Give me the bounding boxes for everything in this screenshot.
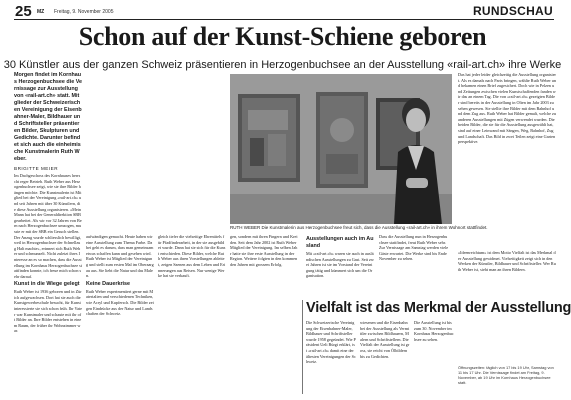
sidebar-column bbox=[458, 250, 556, 360]
second-story-column-3 bbox=[414, 320, 454, 394]
article-column-2 bbox=[86, 234, 154, 394]
column-text: Das hat jeder leider gleichzeitig die Ausstellung organisiert. Als es damals nach Paris bringen, wählte Ruth Weber und bekamen einen Brief zugesichert. Doch wie in Pelzen und Zeitungen zwischen vielen Kunstschaffenden fanden wir das an einem Tag. Die von «rail-art.ch» gezeigten Bilder sind bereits in der Ausstellung in Olten im Jahr 2003 zu sehen gewesen. Sie stellte ihre Bilder mit dem Bahnhof und dem Zug aus. Ruth Weber hat Bilder gemalt, welche zu anderen Ausstellungen mit Zügen verwendet wurden. Die beiden Bilder, die sie für die Ausstellung ausgewählt hat, sind auf einer Leinwand mit Sängen, Weg, Bahnhof, Zug und Landschaft. Das Bild in zwei Teilen zeigt eine Gartenperspektive. bbox=[458, 72, 556, 145]
second-story-column-1 bbox=[306, 320, 356, 394]
column-text: aufwändigen gemacht. Heute haben wir eine Ausstellung zum Thema Farbe. Dabei geht es darum, dass man gemeinsam etwas schaffen kann und gesehen wird. Ruth Weber ist Mitglied der Vereinigung und stellt zum ersten Mal im Oberaargau aus. Sie liebt die Natur und das Malen. bbox=[86, 234, 154, 279]
column-text: Ruth Weber experimentiert gerne mit Materialien und verschiedenen Techniken, wie Acryl und Kupfersch. Die Bilder zeigen Eindrücke aus der Natur und Landschaften der Schweiz. bbox=[86, 288, 154, 317]
second-story-title: Vielfalt ist das Merkmal der Ausstellung bbox=[306, 300, 571, 316]
column-text: Die Ausstellung ist bis zum 30. November im Kornhaus Herzogenbuchsee zu sehen. bbox=[414, 320, 454, 342]
subheading: Kunst in die Wiege gelegt bbox=[14, 281, 80, 288]
page-number: 25 bbox=[15, 3, 32, 20]
column-divider bbox=[302, 300, 303, 394]
column-text: Im Dachgeschoss des Kornhauses herrscht reger Betrieb. Ruth Weber aus Herzogenbuchsee zeigt, wie sie ihre Bilder hängen möchte. Die Kunstmalerin ist Mitglied bei der Vereinigung «rail-art.ch» und seit Jahren mit über 30 Künstlern, die diese Ausstellung organisieren. «Mein Mann hat bei der Generaldirektion SBB gearbeitet. Als wir vor 32 Jahren von Bern nach Herzogenbuchsee umzogen, musste er mit der SBB ein Gesuch stellen. Der Anzug wurde schliesslich bewilligt, weil in Herzogenbuchsee der Schnellzug Halt machte», erinnert sich Ruth Weber und schmunzelt. Nicht zuletzt ihres Interesse an es so machen, dass die Ausstellung im Kornhaus Herzogenbuchsee stattfinden konnte, ich freue mich schon sehr darauf. bbox=[14, 173, 82, 279]
subheading: Keine Dauerkrise bbox=[86, 280, 131, 287]
byline: BRIGITTE MEIER bbox=[14, 166, 59, 171]
article-column-7 bbox=[458, 72, 556, 246]
opening-hours-note: Öffnungszeiten: täglich von 17 bis 19 Uhr, Samstag von 11 bis 17 Uhr. Die Vernissage findet am Freitag, 9. November, ab 19 Uhr im Kornhaus Herzogenbuchsee statt. bbox=[458, 365, 554, 385]
article-column-4 bbox=[230, 234, 298, 394]
article-column-3 bbox=[158, 234, 226, 394]
photo-ruth-weber bbox=[230, 74, 452, 224]
article-column-1 bbox=[14, 72, 82, 392]
column-text: wiesenen und die Eisenbahn bei der Ausstellung als Vermittler zwischen Bildhauern, Malern und Schriftstellern. Die Vielfalt der Ausstellung ist gross, sie reicht von Ölbildern bis zu Gedichten. bbox=[360, 320, 410, 359]
subheading: Ausstellungen auch im Ausland bbox=[306, 236, 374, 249]
issue-date: Freitag, 9. November 2005 bbox=[54, 9, 114, 15]
headline: Schon auf der Kunst-Schiene geboren bbox=[78, 22, 487, 51]
column-text: Dass die Ausstellung nun in Herzogenbuchsee stattfindet, freut Ruth Weber sehr. Zur Vernissage am Samstag werden viele Gäste erwartet. Die Werke sind bis Ende November zu sehen. bbox=[379, 234, 449, 262]
photo-illustration bbox=[230, 74, 452, 224]
painting-middle bbox=[316, 92, 368, 188]
section-title: RUNDSCHAU bbox=[472, 4, 553, 18]
subheadline: 30 Künstler aus der ganzen Schweiz präsentieren in Herzogenbuchsee an der Ausstellung «rail-art.ch» ihre Werke bbox=[3, 59, 562, 71]
article-lead: Morgen findet im Kornhaus Herzogenbuchsee die Vernissage zur Ausstellung von «rail-art.ch» statt. Mitglieder der Schweizerischen Vereinigung der Eisenbahner-Maler, Bildhauer und Schriftsteller präsentieren Bilder, Skulpturen und Gedichte. Darunter befindet sich auch die einheimische Kunstmalerin Ruth Weber. bbox=[14, 72, 83, 162]
column-text: Die Schweizerische Vereinigung der Eisenbahner-Maler, Bildhauer und Schriftsteller wurde 1958 gegründet. Wie Präsident Ueli Bürgi erklärt, ist «rail-art.ch» damit eine der ältesten Vereinigungen der Schweiz. bbox=[306, 320, 356, 365]
photo-caption: RUTH WEBER Die Kunstmalerin aus Herzogenbuchsee freut sich, dass die Ausstellung «rail-art.ch» in ihrem Wohnort stattfindet. bbox=[230, 225, 488, 230]
column-text: Mit «rail-art.ch» waren sie auch in ausländischen Ausstellungen zu Gast. Seit zwei Jahren ist sie im Vorstand der Vereinigung tätig und kümmert sich um die Organisation. bbox=[306, 251, 374, 279]
brand-label: MZ bbox=[37, 9, 45, 15]
column-text: «Ideenreichtum» ist dem Motto Vielfalt ist das Merkmal der Ausstellung gewidmet. Vielseitigkeit zeigt sich in den Werken der Künstler, Bildhauer und Schriftsteller. Wer Ruth Weber ist, sieht man an ihren Bildern. bbox=[458, 250, 556, 272]
header-rule bbox=[14, 19, 554, 20]
second-story-column-2 bbox=[360, 320, 410, 394]
column-text: Ruth Weber ist 1936 geboren und in Zürich aufgewachsen. Dort hat sie auch die Kunstgewerbeschule besucht, für Kunst interessierte sie sich schon früh. Ihr Vater war Kunstmaler und schaute mit ihr oft Bilder an. Ihre Bilder entstehen in einem Raum, der früher ihr Wohnzimmer war. bbox=[14, 289, 82, 334]
column-text: gleich tiefer die vielseitige Ehrentitels für Pfadfinderarbeit, in der sie ausgebildet wurde. Dann hat sie sich für die Kunst entschieden. Diese Bilder, welche Ruth Weber aus ihren Vorstellungen ableitet, zeigen Szenen aus dem Leben und Erinnerungen aus Reisen. Nur wenige Werke hat sie verkauft. bbox=[158, 234, 226, 279]
column-text: gen, sondern mit ihren Fingern und Kreiden. Seit dem Jahr 2002 ist Ruth Weber Mitglied der Vereinigung. Im selben Jahr hatte sie ihre erste Ausstellung in der Region. Weitere folgten in den kommenden Jahren mit grossem Erfolg. bbox=[230, 234, 298, 267]
article-column-6 bbox=[379, 234, 449, 296]
painting-left bbox=[238, 94, 300, 182]
article-column-5 bbox=[306, 234, 374, 296]
